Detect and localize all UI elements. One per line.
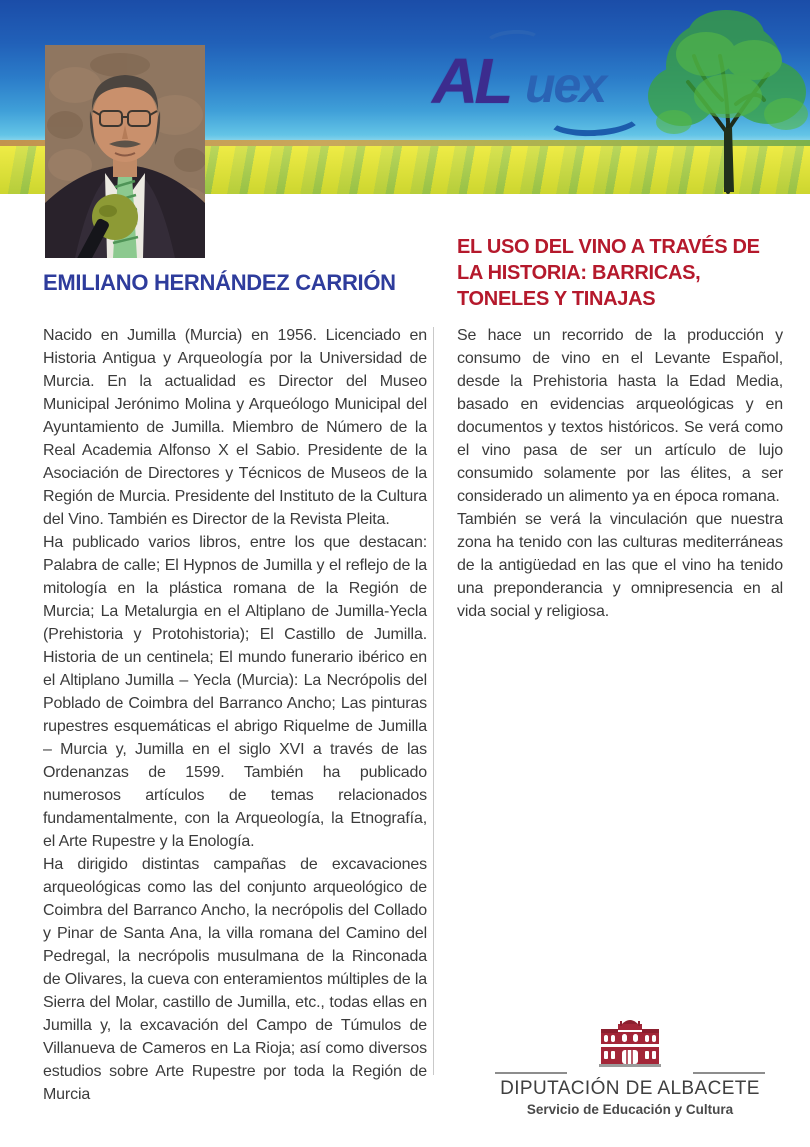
column-divider xyxy=(433,327,434,1075)
footer-org-name: DIPUTACIÓN DE ALBACETE xyxy=(500,1078,760,1099)
logo-text-uex: uex xyxy=(525,57,606,113)
bio-paragraph: Ha publicado varios libros, entre los que destacan: Palabra de calle; El Hypnos de Jumilla y el reflejo de la mitología en la plástica romana de la Región de Murcia; La Metalurgia en el Altiplano de Jumilla-Yecla (Prehistoria y Protohistoria); El Castillo de Jumilla. Historia de un centinela; El mundo funerario ibérico en el Altiplano Jumilla – Yecla (Murcia): La Necrópolis del Poblado de Coimbra del Barranco Ancho; Las pinturas rupestres esquemáticas el abrigo Riquelme de Jumilla – Murcia y, Jumilla en el siglo XVI a través de las Ordenanzas de 1599. También ha publicado numerosos artículos de temas relacionados fundamentalmente, con la Arqueología, la Etnografía, el Arte Rupestre y la Enología. xyxy=(43,534,427,850)
logo-text-al: AL xyxy=(432,45,510,117)
portrait-photo xyxy=(45,45,205,258)
talk-column xyxy=(457,324,783,623)
building-icon xyxy=(598,1018,662,1068)
tree-illustration xyxy=(636,4,810,194)
footer-dept-name: Servicio de Educación y Cultura xyxy=(526,1102,734,1117)
footer-rule-right xyxy=(693,1072,765,1074)
bio-paragraph: Ha dirigido distintas campañas de excavaciones arqueológicas como las del conjunto arqueológico de Coimbra del Barranco Ancho, la necrópolis del Collado y Pinar de Santa Ana, la villa romana del Camino del Pedregal, la necrópolis musulmana de la Rinconada de Olivares, la cueva con enteramientos múltiples de la Sierra del Molar, castillo de Jumilla, etc., todas ellas en Jumilla y, la excavación del Campo de Túmulos de Villanueva de Cameros en La Rioja; así como diversos estudios sobre Arte Rupestre por toda la Región de Murcia xyxy=(43,856,427,1103)
aluex-logo xyxy=(432,34,662,144)
footer-logo xyxy=(493,1018,767,1117)
bio-column xyxy=(43,324,427,1106)
talk-title: EL USO DEL VINO A TRAVÉS DE LA HISTORIA: BARRICAS, TONELES Y TINAJAS xyxy=(457,236,760,310)
bio-paragraph: Nacido en Jumilla (Murcia) en 1956. Licenciado en Historia Antigua y Arqueología por la Universidad de Murcia. En la actualidad es Director del Museo Municipal Jerónimo Molina y Arqueólogo Municipal del Ayuntamiento de Jumilla. Miembro de Número de la Real Academia Alfonso X el Sabio. Presidente de la Asociación de Directores y Técnicos de Museos de la Región de Murcia. Presidente del Instituto de la Cultura del Vino. También es Director de la Revista Pleita. xyxy=(43,327,427,528)
footer-rule-left xyxy=(495,1072,567,1074)
page-title: EMILIANO HERNÁNDEZ CARRIÓN xyxy=(43,270,396,295)
talk-paragraph: También se verá la vinculación que nuestra zona ha tenido con las culturas mediterráneas de la antigüedad en las que el vino ha tenido una preponderancia y omnipresencia en al vida social y religiosa. xyxy=(457,511,783,620)
talk-paragraph: Se hace un recorrido de la producción y consumo de vino en el Levante Español, desde la Prehistoria hasta la Edad Media, basado en evidencias arqueológicas y en documentos y textos históricos. Se verá como el vino pasa de ser un artículo de lujo consumido solamente por las élites, a ser considerado un alimento ya en época romana. xyxy=(457,327,783,505)
